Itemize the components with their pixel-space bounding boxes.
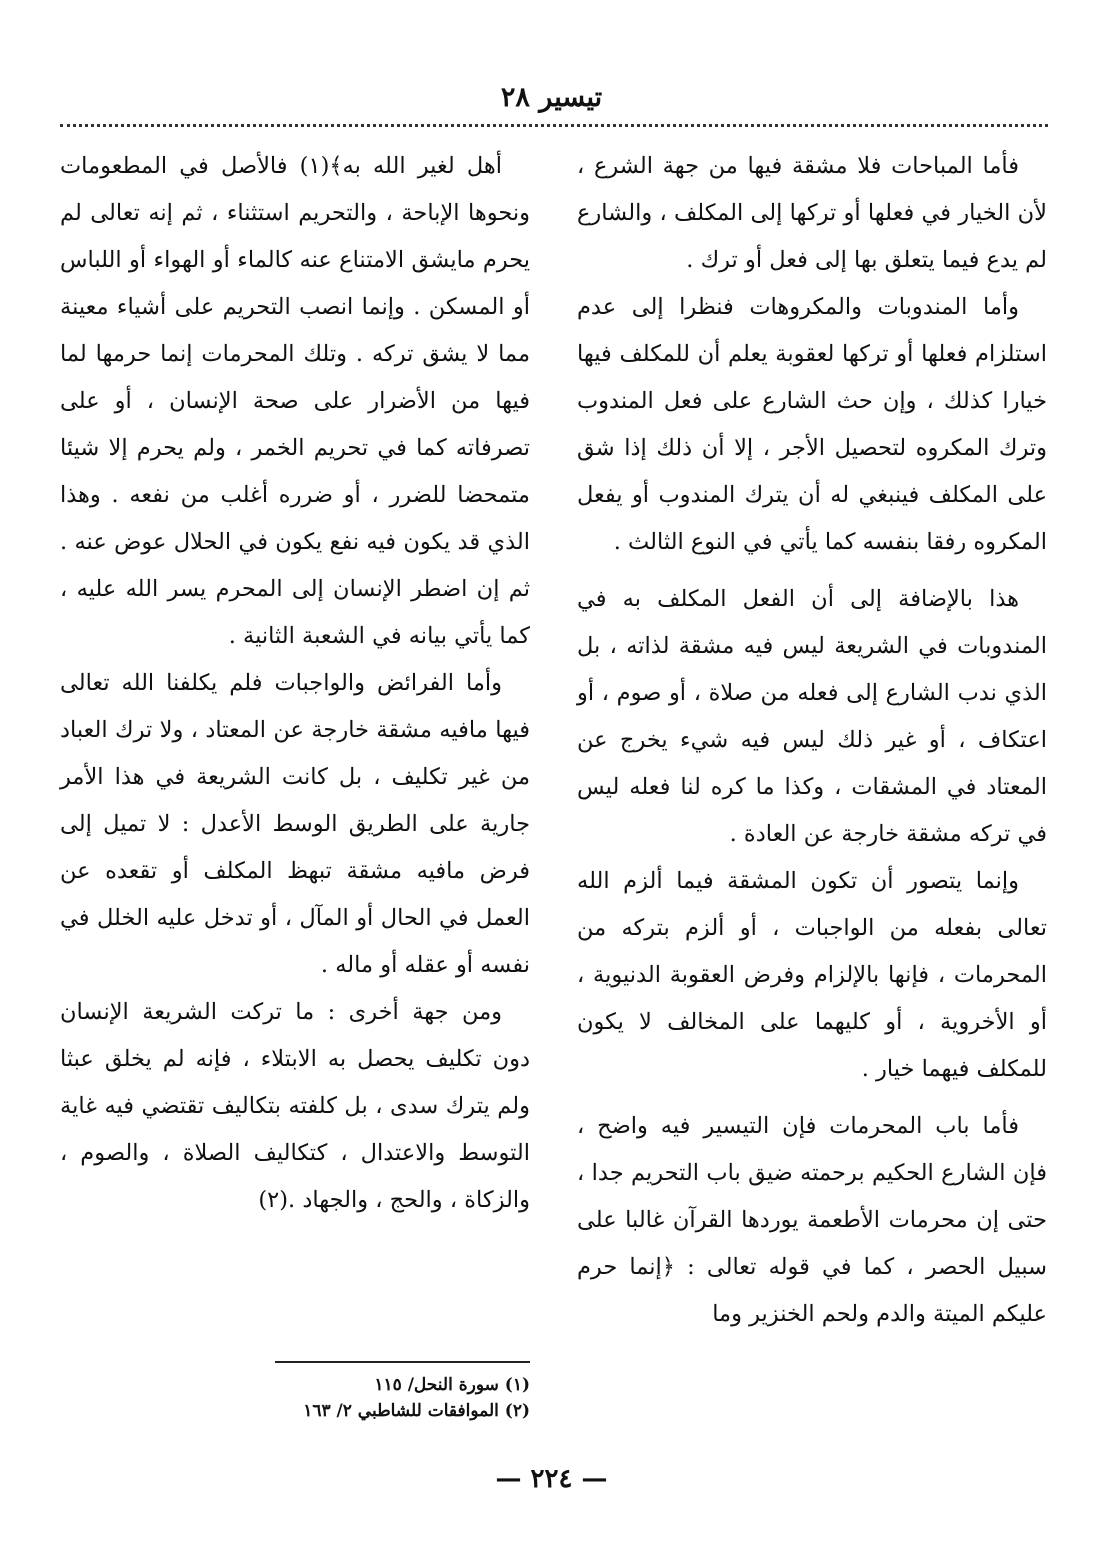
running-header: تيسير ٢٨ [500,82,603,113]
paragraph: وأما الفرائض والواجبات فلم يكلفنا الله تعالى فيها مافيه مشقة خارجة عن المعتاد ، ولا ترك العباد من غير تكليف ، بل كانت الشريعة في هذا الأمر جارية على الطريق الوسط الأعدل : لا تميل إلى فرض مافيه مشقة تبهظ المكلف أو تقعده عن العمل في الحال أو المآل ، أو تدخل عليه الخلل في نفسه أو عقله أو ماله . [60,670,530,978]
footnote: (٢) الموافقات للشاطبي ٢/ ١٦٣ [303,1401,530,1421]
page-number: — ٢٢٤ — [495,1464,608,1494]
paragraph: فأما باب المحرمات فإن التيسير فيه واضح ، فإن الشارع الحكيم برحمته ضيق باب التحريم جدا ، حتى إن محرمات الأطعمة يوردها القرآن غالبا على سبيل الحصر ، كما في قوله تعالى : ﴿إنما حرم عليكم الميتة والدم ولحم الخنزير وما [577,1113,1047,1327]
paragraph: هذا بالإضافة إلى أن الفعل المكلف به في المندوبات في الشريعة ليس فيه مشقة لذاته ، بل الذي ندب الشارع إلى فعله من صلاة ، أو صوم ، أو اعتكاف ، أو غير ذلك ليس فيه شيء يخرج عن المعتاد في المشقات ، وكذا ما كره لنا فعله ليس في تركه مشقة خارجة عن العادة . [577,586,1047,847]
header-dotted-rule [60,124,1048,127]
left-column [60,143,530,1224]
footnotes [60,1372,530,1424]
paragraph: أهل لغير الله به﴾(١) فالأصل في المطعومات ونحوها الإباحة ، والتحريم استثناء ، ثم إنه تعالى لم يحرم مايشق الامتناع عنه كالماء أو الهواء أو اللباس أو المسكن . وإنما انصب التحريم على أشياء معينة مما لا يشق تركه . وتلك المحرمات إنما حرمها لما فيها من الأضرار على صحة الإنسان ، أو على تصرفاته كما في تحريم الخمر ، ولم يحرم إلا شيئا متمحضا للضرر ، أو ضرره أغلب من نفعه . وهذا الذي قد يكون فيه نفع يكون في الحلال عوض عنه . ثم إن اضطر الإنسان إلى المحرم يسر الله عليه ، كما يأتي بيانه في الشعبة الثانية . [60,153,530,649]
paragraph: فأما المباحات فلا مشقة فيها من جهة الشرع ، لأن الخيار في فعلها أو تركها إلى المكلف ، والشارع لم يدع فيما يتعلق بها إلى فعل أو ترك . [577,153,1048,273]
paragraph: وإنما يتصور أن تكون المشقة فيما ألزم الله تعالى بفعله من الواجبات ، أو ألزم بتركه من المحرمات ، فإنها بالإلزام وفرض العقوبة الدنيوية ، أو الأخروية ، أو كليهما على المخالف لا يكون للمكلف فيهما خيار . [577,868,1047,1082]
paragraph: ومن جهة أخرى : ما تركت الشريعة الإنسان دون تكليف يحصل به الابتلاء ، فإنه لم يخلق عبثا ولم يترك سدى ، بل كلفته بتكاليف تقتضي فيه غاية التوسط والاعتدال ، كتكاليف الصلاة ، والصوم ، والزكاة ، والحج ، والجهاد .(٢) [60,999,530,1213]
right-column [577,143,1047,1338]
footnote: (١) سورة النحل/ ١١٥ [374,1375,530,1395]
footnote-separator [275,1361,530,1363]
paragraph: وأما المندوبات والمكروهات فنظرا إلى عدم استلزام فعلها أو تركها لعقوبة يعلم أن للمكلف فيها خيارا كذلك ، وإن حث الشارع على فعل المندوب وترك المكروه لتحصيل الأجر ، إلا أن ذلك إذا شق على المكلف فينبغي له أن يترك المندوب أو يفعل المكروه رفقا بنفسه كما يأتي في النوع الثالث . [577,294,1047,555]
